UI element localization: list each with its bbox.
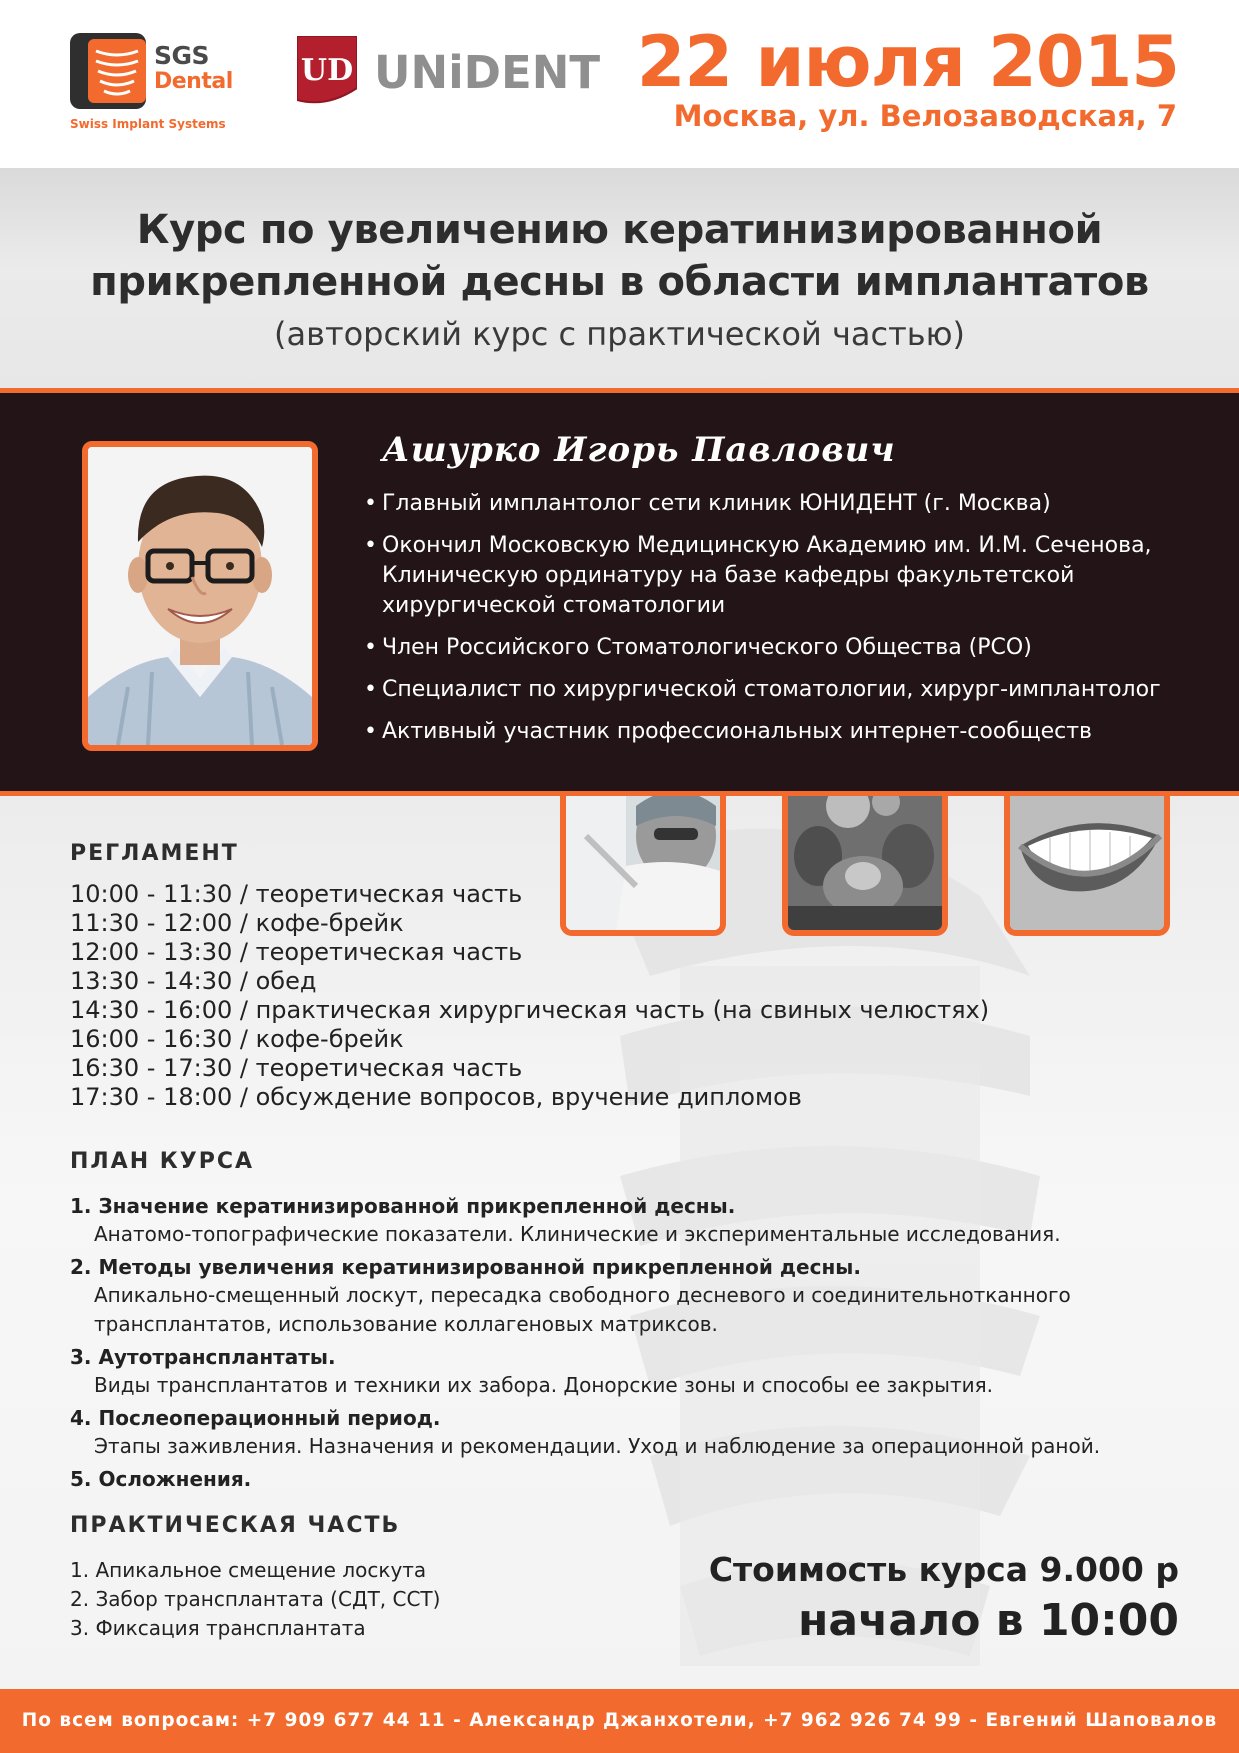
- plan-list: [70, 1192, 1170, 1497]
- plan-item-desc: Анатомо-топографические показатели. Клинические и экспериментальные исследования.: [94, 1222, 1061, 1246]
- bio-item: • Активный участник профессиональных интернет-сообществ: [364, 717, 1194, 747]
- bio-item: • Специалист по хирургической стоматологии, хирург-имплантолог: [364, 675, 1194, 705]
- bio-item: • Главный имплантолог сети клиник ЮНИДЕНТ (г. Москва): [364, 489, 1194, 519]
- schedule-item: 14:30 - 16:00 / практическая хирургическая часть (на свиных челюстях): [70, 996, 990, 1024]
- schedule-item: 13:30 - 14:30 / обед: [70, 967, 317, 995]
- schedule-item: 11:30 - 12:00 / кофе-брейк: [70, 909, 404, 937]
- header: [0, 0, 1239, 168]
- schedule-item: 10:00 - 11:30 / теоретическая часть: [70, 880, 523, 908]
- practice-list: [70, 1556, 440, 1643]
- speaker-bio-list: [364, 489, 1194, 759]
- unident-shield-icon: [297, 36, 357, 108]
- event-address: Москва, ул. Велозаводская, 7: [673, 99, 1177, 133]
- sgs-logo-name: SGS: [154, 41, 210, 70]
- speaker-portrait-icon: [88, 447, 312, 745]
- title-band: [0, 168, 1239, 390]
- footer-contacts: По всем вопросам: +7 909 677 44 11 - Александр Джанхотели, +7 962 926 74 99 - Евгений Шаповалов: [21, 1710, 1218, 1731]
- practice-item: 3. Фиксация трансплантата: [70, 1616, 366, 1640]
- practice-item: 2. Забор трансплантата (СДТ, ССТ): [70, 1587, 441, 1611]
- speaker-name: Ашурко Игорь Павлович: [382, 430, 896, 470]
- course-price: Стоимость курса 9.000 р: [708, 1550, 1179, 1589]
- plan-item-title: 5. Осложнения.: [70, 1467, 252, 1491]
- plan-item: [70, 1465, 1170, 1493]
- course-title-line-2: прикрепленной десны в области имплантатов: [90, 259, 1149, 305]
- event-date: 22 июля 2015: [636, 21, 1179, 103]
- schedule-item: 17:30 - 18:00 / обсуждение вопросов, вручение дипломов: [70, 1083, 802, 1111]
- schedule-item: 16:30 - 17:30 / теоретическая часть: [70, 1054, 523, 1082]
- plan-item-title: 3. Аутотрансплантаты.: [70, 1345, 336, 1369]
- schedule-item: 16:00 - 16:30 / кофе-брейк: [70, 1025, 404, 1053]
- plan-item-title: 4. Послеоперационный период.: [70, 1406, 441, 1430]
- plan-item-desc: Апикально-смещенный лоскут, пересадка свободного десневого и соединительнотканного трансплантатов, использование коллагеновых матриксов.: [94, 1283, 1071, 1336]
- sgs-logo-icon: [70, 33, 146, 109]
- sgs-logo-tagline: Swiss Implant Systems: [70, 117, 226, 131]
- speaker-photo: [82, 441, 318, 751]
- course-title-line-1: Курс по увеличению кератинизированной: [136, 207, 1103, 253]
- practice-heading: ПРАКТИЧЕСКАЯ ЧАСТЬ: [70, 1513, 401, 1538]
- course-subtitle: (авторский курс с практической частью): [274, 315, 965, 353]
- plan-item-title: 2. Методы увеличения кератинизированной прикрепленной десны.: [70, 1255, 861, 1279]
- unident-logo: [297, 36, 601, 108]
- plan-item: [70, 1192, 1170, 1249]
- smile-photo: [1004, 796, 1170, 936]
- course-title: [0, 204, 1239, 308]
- bio-item: • Окончил Московскую Медицинскую Академию им. И.М. Сеченова, Клиническую ординатуру на базе кафедры факультетской хирургической стоматологии: [364, 531, 1194, 621]
- course-start-time: начало в 10:00: [798, 1595, 1179, 1646]
- plan-heading: ПЛАН КУРСА: [70, 1149, 255, 1174]
- plan-item: [70, 1343, 1170, 1400]
- schedule-list: [70, 880, 989, 1112]
- sgs-logo-sub: Dental: [154, 69, 233, 94]
- practice-item: 1. Апикальное смещение лоскута: [70, 1558, 427, 1582]
- plan-item-desc: Виды трансплантатов и техники их забора. Донорские зоны и способы ее закрытия.: [94, 1373, 994, 1397]
- schedule-item: 12:00 - 13:30 / теоретическая часть: [70, 938, 523, 966]
- footer: [0, 1689, 1239, 1753]
- plan-item: [70, 1404, 1170, 1461]
- plan-item: [70, 1253, 1170, 1339]
- unident-name: UNiDENT: [374, 46, 601, 99]
- plan-item-desc: Этапы заживления. Назначения и рекомендации. Уход и наблюдение за операционной раной.: [94, 1434, 1101, 1458]
- plan-item-title: 1. Значение кератинизированной прикрепленной десны.: [70, 1194, 736, 1218]
- unident-monogram: UD: [300, 53, 354, 88]
- course-details: [0, 796, 1239, 1689]
- schedule-heading: РЕГЛАМЕНТ: [70, 841, 239, 866]
- sgs-dental-logo: [70, 33, 240, 133]
- speaker-band: [0, 388, 1239, 796]
- smile-image-icon: [1010, 796, 1164, 930]
- bio-item: • Член Российского Стоматологического Общества (РСО): [364, 633, 1194, 663]
